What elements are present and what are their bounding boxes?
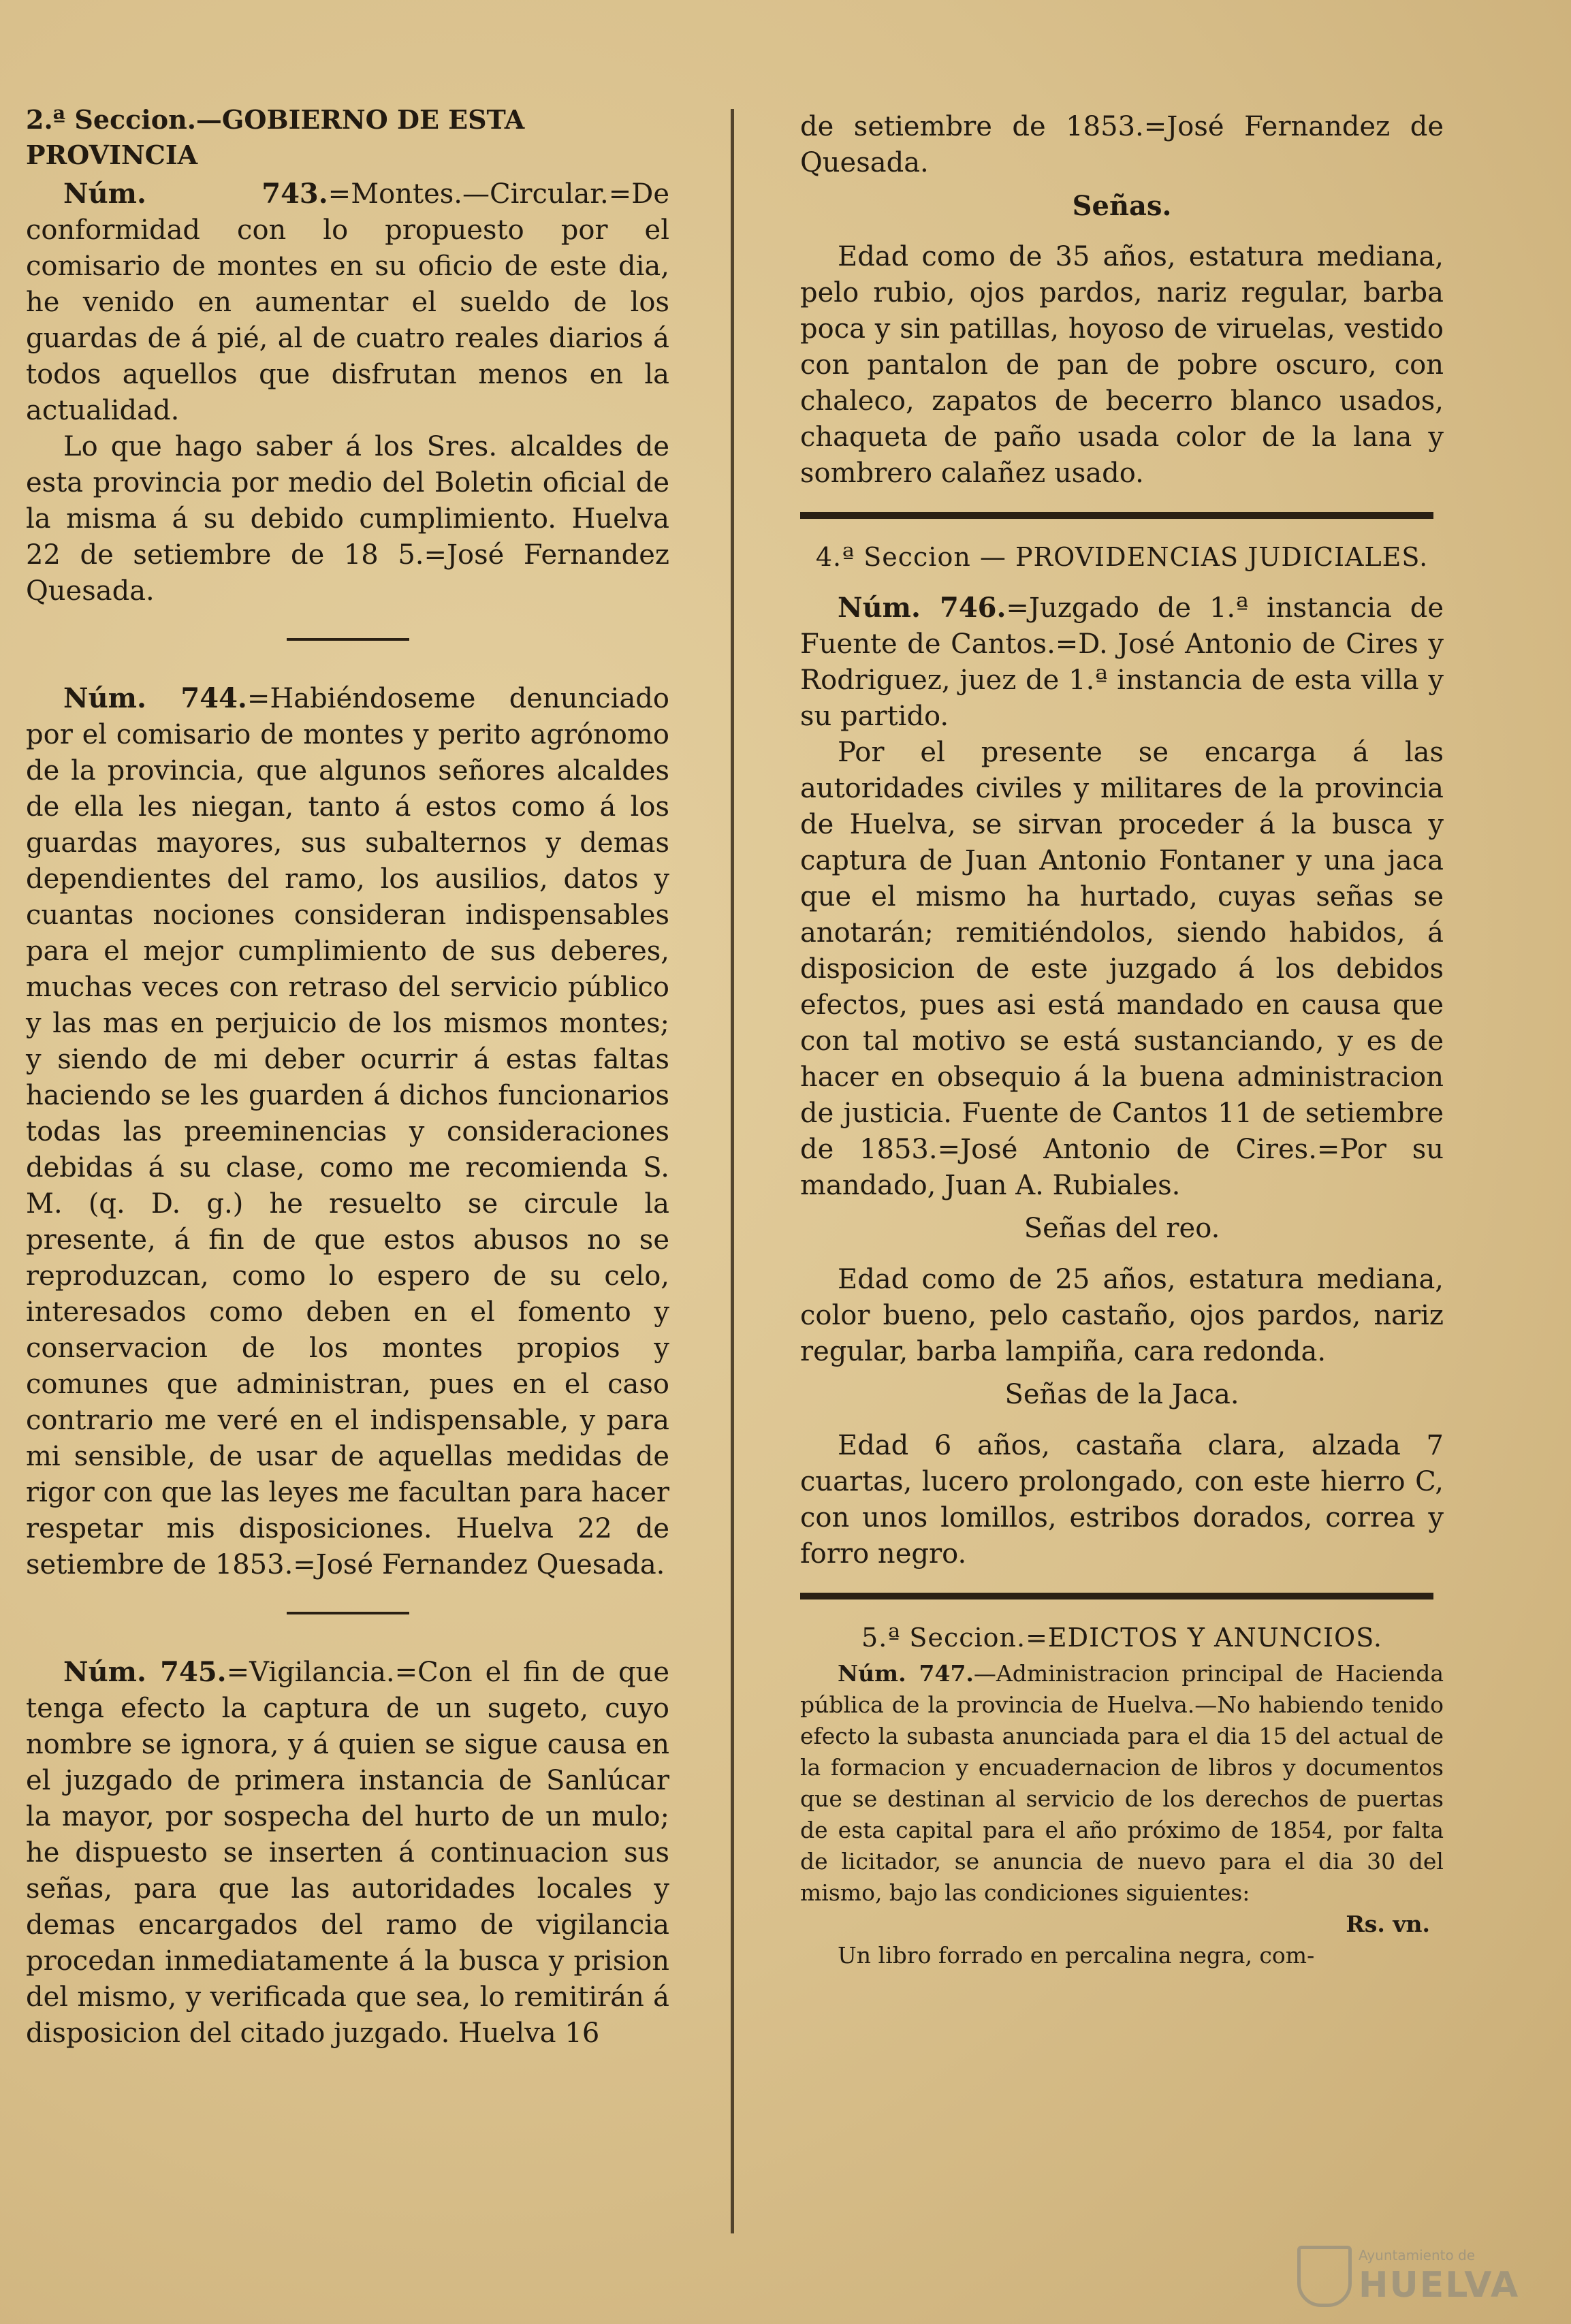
- entry-745-continuation: de setiembre de 1853.=José Fernandez de Quesada.: [800, 111, 1444, 178]
- entry-743-paragraph-1: [26, 176, 669, 429]
- entry-746-text: =Juzgado de 1.ª instancia de Fuente de Cantos.=D. José Antonio de Cires y Rodriguez, juez de 1.ª instancia de esta villa y su partido.: [800, 592, 1444, 732]
- entry-747-paragraph: [800, 1658, 1444, 1909]
- coat-of-arms-icon: [1297, 2246, 1352, 2307]
- archive-watermark: [1297, 2240, 1522, 2308]
- senas-title: Señas.: [1072, 190, 1172, 222]
- entry-743-number: Núm. 743.: [63, 178, 328, 210]
- entry-747-number: Núm. 747.: [838, 1660, 974, 1687]
- entry-747-block: [800, 1658, 1444, 1971]
- entry-747-text: —Administracion principal de Hacienda pública de la provincia de Huelva.—No habiendo tenido efecto la subasta anunciada para el dia 15 del actual de la formacion y encuadernacion de libros y documentos que se destinan al servicio de los derechos de puertas de esta capital para el año próximo de 1854, por falta de licitador, se anuncia de nuevo para el dia 30 del mismo, bajo las condiciones siguientes:: [800, 1660, 1444, 1906]
- entry-745-text: =Vigilancia.=Con el fin de que tenga efecto la captura de un sugeto, cuyo nombre se ignora, y á quien se sigue causa en el juzgado de primera instancia de Sanlúcar la mayor, por sospecha del hurto de un mulo; he dispuesto se inserten á continuacion sus señas, para que las autoridades locales y demas encargados del ramo de vigilancia procedan inmediatamente á la busca y prision del mismo, y verificada que sea, lo remitirán á disposicion del citado juzgado. Huelva 16: [26, 1657, 669, 2049]
- entry-746-paragraph-1: [800, 590, 1444, 735]
- reo-description: Edad como de 25 años, estatura mediana, color bueno, pelo castaño, ojos pardos, nariz regular, barba lampiña, cara redonda.: [800, 1264, 1444, 1367]
- section-rule: [800, 512, 1433, 519]
- watermark-small-text: Ayuntamiento de: [1359, 2247, 1476, 2263]
- separator-rule: [287, 1612, 409, 1614]
- reo-title: Señas del reo.: [1023, 1213, 1220, 1244]
- entry-746-number: Núm. 746.: [838, 592, 1006, 624]
- left-column: [26, 102, 669, 2052]
- entry-744-paragraph: [26, 680, 669, 1583]
- watermark-big-text: HUELVA: [1359, 2265, 1520, 2306]
- section-rule: [800, 1593, 1433, 1599]
- entry-747-item-1: Un libro forrado en percalina negra, com-: [838, 1942, 1315, 1969]
- entry-745-paragraph: [26, 1654, 669, 2052]
- entry-743-text: =Montes.—Circular.=De conformidad con lo propuesto por el comisario de montes en su oficio de este dia, he venido en aumentar el sueldo de los guardas de á pié, al de cuatro reales diarios á todos aquellos que disfrutan menos en la actualidad.: [26, 178, 669, 426]
- amount-column-header: Rs. vn.: [1346, 1911, 1430, 1937]
- jaca-description: Edad 6 años, castaña clara, alzada 7 cuartas, lucero prolongado, con este hierro C, con unos lomillos, estribos dorados, correa y forro negro.: [800, 1430, 1444, 1570]
- separator-rule: [287, 638, 409, 641]
- section-2-heading: 2.ª Seccion.—GOBIERNO DE ESTA PROVINCIA: [26, 104, 525, 170]
- entry-746-paragraph-2: Por el presente se encarga á las autoridades civiles y militares de la provincia de Huelva, se sirvan proceder á la busca y captura de Juan Antonio Fontaner y una jaca que el mismo ha hurtado, cuyas señas se anotarán; remitiéndolos, siendo habidos, á disposicion de este juzgado á los debidos efectos, pues asi está mandado en causa que con tal motivo se está sustanciando, y es de hacer en obsequio á la buena administracion de justicia. Fuente de Cantos 11 de setiembre de 1853.=José Antonio de Cires.=Por su mandado, Juan A. Rubiales.: [800, 737, 1444, 1201]
- entry-743-paragraph-2: Lo que hago saber á los Sres. alcaldes de esta provincia por medio del Boletin oficial de la misma á su debido cumplimiento. Huelva 22 de setiembre de 18 5.=José Fernandez Quesada.: [26, 431, 669, 607]
- entry-745-number: Núm. 745.: [63, 1656, 227, 1688]
- entry-744-text: =Habiéndoseme denunciado por el comisario de montes y perito agrónomo de la provincia, que algunos señores alcaldes de ella les niegan, tanto á estos como á los guardas mayores, sus subalternos y demas dependientes del ramo, los ausilios, datos y cuantas nociones consideran indispensables para el mejor cumplimiento de sus deberes, muchas veces con retraso del servicio público y las mas en perjuicio de los mismos montes; y siendo de mi deber ocurrir á estas faltas haciendo se les guarden á dichos funcionarios todas las preeminencias y consideraciones debidas á su clase, como me recomienda S. M. (q. D. g.) he resuelto se circule la presente, á fin de que estos abusos no se reproduzcan, como lo espero de su celo, interesados como deben en el fomento y conservacion de los montes propios y comunes que administran, pues en el caso contrario me veré en el indispensable, y para mi sensible, de usar de aquellas medidas de rigor con que las leyes me facultan para hacer respetar mis disposiciones. Huelva 22 de setiembre de 1853.=José Fernandez Quesada.: [26, 683, 669, 1580]
- right-column: [800, 109, 1444, 1971]
- section-4-heading: 4.ª Seccion — PROVIDENCIAS JUDICIALES.: [815, 542, 1429, 572]
- column-divider: [731, 109, 734, 2233]
- jaca-title: Señas de la Jaca.: [1004, 1379, 1239, 1410]
- senas-description: Edad como de 35 años, estatura mediana, pelo rubio, ojos pardos, nariz regular, barba poca y sin patillas, hoyoso de viruelas, vestido con pantalon de pan de pobre oscuro, con chaleco, zapatos de becerro blanco usados, chaqueta de paño usada color de la lana y sombrero calañez usado.: [800, 241, 1444, 489]
- section-5-heading: 5.ª Seccion.=EDICTOS Y ANUNCIOS.: [861, 1623, 1382, 1653]
- entry-744-number: Núm. 744.: [63, 682, 247, 714]
